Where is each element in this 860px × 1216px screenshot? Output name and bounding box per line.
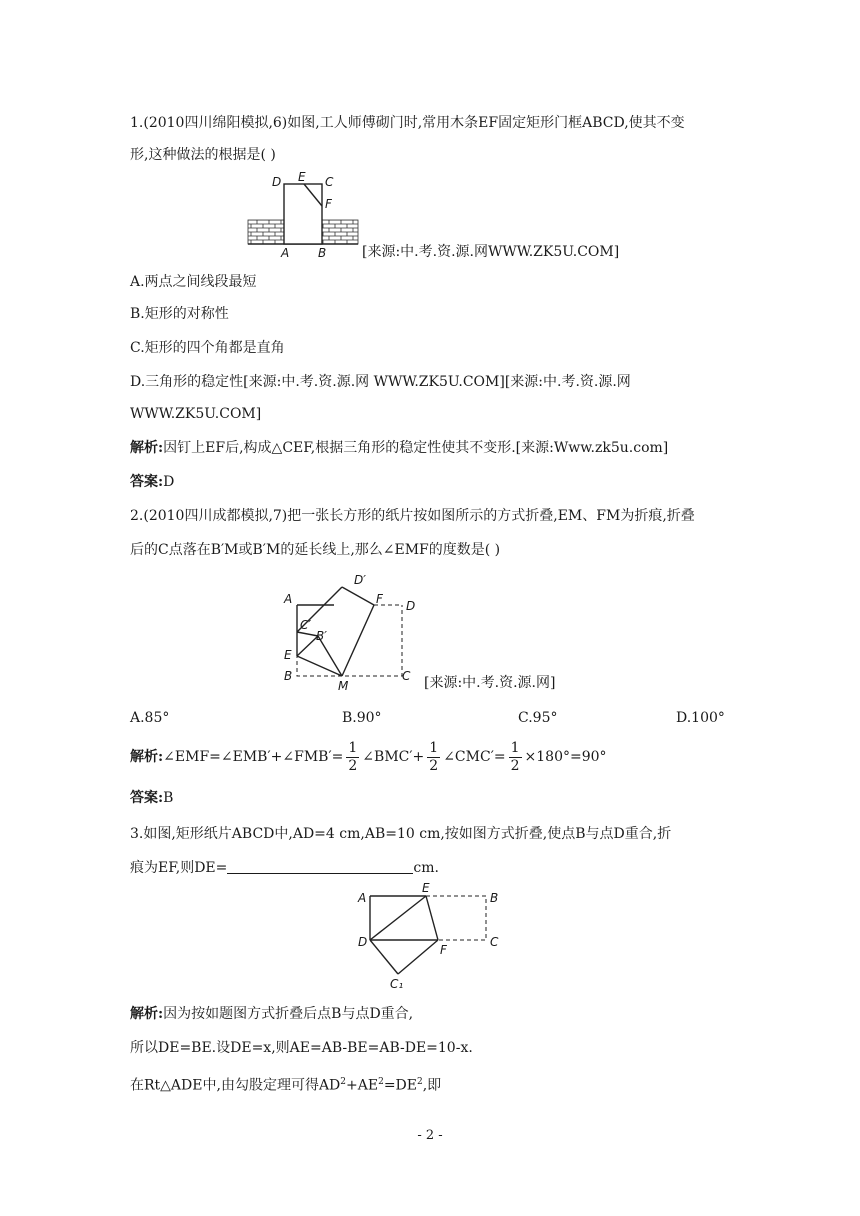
q3-folded-rectangle-figure [356,880,506,992]
q3-label-C: C [490,935,499,949]
q3-label-C1: C₁ [390,977,404,991]
q3-analysis-line1 [130,1004,413,1024]
q1-answer-text: D [163,474,175,490]
q2-analysis-label: 解析: [130,749,164,765]
q2-source-note: [来源:中.考.资.源.网] [424,675,556,691]
q3-label-F: F [440,943,447,957]
q2-fraction-2 [427,740,440,775]
q2-analysis-part4: ×180°=90° [524,749,607,765]
q3-sup-ad: 2 [340,1077,347,1087]
q1-label-C: C [325,175,334,189]
q1-analysis-text: 因钉上EF后,构成△CEF,根据三角形的稳定性使其不变形.[来源:Www.zk5u.com] [163,440,669,456]
q3-analysis-label: 解析: [130,1006,164,1022]
q3-plus-ae: +AE [346,1077,379,1094]
q3-analysis-line3 [130,1072,441,1096]
q2-answer-label: 答案: [130,790,164,806]
q2-analysis [130,738,607,776]
q1-option-d-line2: WWW.ZK5U.COM] [130,406,262,422]
q2-label-Bprime: B′ [316,629,327,643]
q2-frac-3-den: 2 [510,757,520,774]
q2-analysis-part1: ∠EMF=∠EMB′+∠FMB′= [163,749,344,765]
q1-option-a: A.两点之间线段最短 [130,274,257,290]
q2-fraction-1 [346,740,359,775]
q2-analysis-part3: ∠CMC′= [443,749,506,765]
q1-option-d-line1: D.三角形的稳定性[来源:中.考.资.源.网 WWW.ZK5U.COM][来源:中.考.资.源.网 [130,374,631,390]
q2-analysis-part2: ∠BMC′+ [362,749,425,765]
q3-stem-line2 [130,858,439,878]
q2-label-B: B [284,669,293,683]
q3-analysis-line3-pre: 在Rt△ADE中,由勾股定理可得AD [130,1077,341,1094]
q3-answer-blank [227,859,413,874]
q2-label-D: D [406,599,416,613]
q1-label-B: B [318,246,327,260]
q2-option-b: B.90° [342,710,382,726]
q2-label-M: M [338,679,349,693]
q2-stem-line2: 后的C点落在B′M或B′M的延长线上,那么∠EMF的度数是( ) [130,542,501,558]
q3-analysis-line2: 所以DE=BE.设DE=x,则AE=AB-BE=AB-DE=10-x. [130,1040,473,1056]
q2-answer-text: B [163,790,174,806]
q2-frac-2-num: 1 [429,739,439,756]
q1-label-D: D [272,175,282,189]
q1-label-E: E [298,170,306,184]
q3-label-A: A [358,891,367,905]
q1-analysis [130,438,668,458]
q1-option-c: C.矩形的四个角都是直角 [130,340,285,356]
q3-label-B: B [490,891,499,905]
page-number: - 2 - [417,1128,443,1143]
q1-answer [130,472,174,492]
q3-sup-de: 2 [417,1077,423,1087]
q2-answer [130,788,173,808]
q3-stem-line2-post: cm. [413,860,439,876]
q1-label-A: A [281,246,290,260]
q2-stem-line1: 2.(2010四川成都模拟,7)把一张长方形的纸片按如图所示的方式折叠,EM、FM为折痕,折叠 [130,508,695,524]
q2-fraction-3 [509,740,522,775]
q3-analysis-text1: 因为按如题图方式折叠后点B与点D重合, [163,1006,414,1022]
q2-option-a: A.85° [130,710,170,726]
q1-analysis-label: 解析: [130,440,164,456]
q1-source-note: [来源:中.考.资.源.网WWW.ZK5U.COM] [362,244,620,260]
q2-frac-1-num: 1 [348,739,358,756]
q2-label-A: A [284,592,293,606]
q2-label-E: E [284,648,292,662]
q1-door-frame-figure [248,168,360,260]
q3-stem-line2-pre: 痕为EF,则DE= [130,860,228,876]
q2-frac-3-num: 1 [510,739,520,756]
q3-stem-line1: 3.如图,矩形纸片ABCD中,AD=4 cm,AB=10 cm,按如图方式折叠,使点B与点D重合,折 [130,826,672,842]
q1-stem-line2: 形,这种做法的根据是( ) [130,147,276,163]
q2-frac-2-den: 2 [429,757,439,774]
q2-frac-1-den: 2 [348,757,358,774]
q3-sup-ae: 2 [378,1077,384,1087]
q2-label-Cprime: C′ [300,618,312,632]
q2-option-d: D.100° [676,710,725,726]
q3-eq-de: =DE [383,1077,417,1094]
q2-label-F: F [376,592,383,606]
q3-analysis-line3-post: ,即 [422,1077,442,1094]
q2-folded-rectangle-figure [282,572,422,692]
q1-option-b: B.矩形的对称性 [130,306,229,322]
q2-label-C: C [402,669,411,683]
q3-label-D: D [358,935,368,949]
q3-label-E: E [422,881,430,895]
q2-option-c: C.95° [518,710,558,726]
q1-answer-label: 答案: [130,474,164,490]
q2-label-Dprime: D′ [354,573,366,587]
q1-label-F: F [325,197,332,211]
q1-stem-line1: 1.(2010四川绵阳模拟,6)如图,工人师傅砌门时,常用木条EF固定矩形门框ABCD,使其不变 [130,115,685,131]
